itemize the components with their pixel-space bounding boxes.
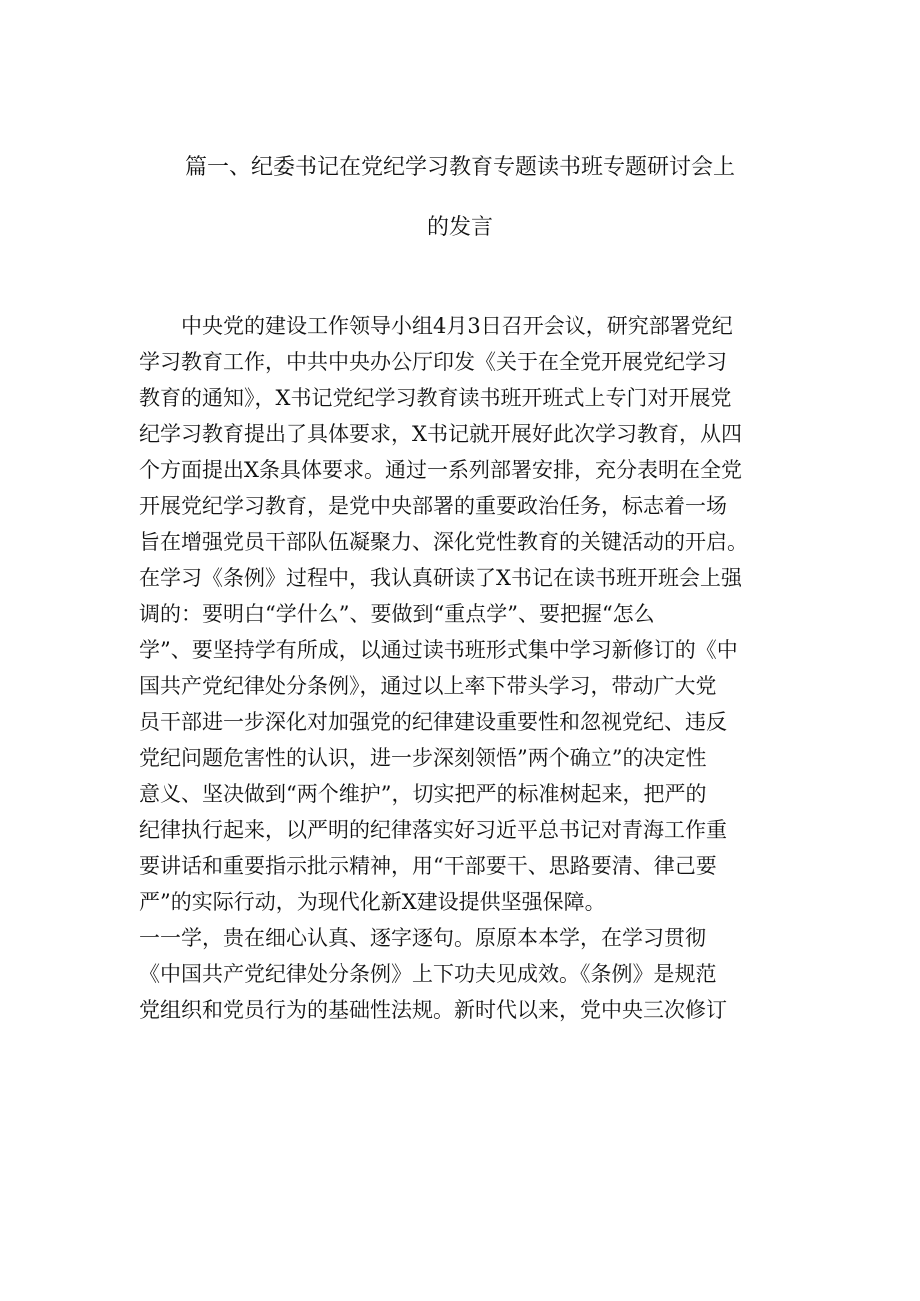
body-line-5: 个方面提出X条具体要求。通过一系列部署安排，充分表明在全党	[139, 458, 742, 482]
body-line-17: 严”的实际行动，为现代化新X建设提供坚强保障。	[139, 890, 606, 914]
body-line-7: 旨在增强党员干部队伍凝聚力、深化党性教育的关键活动的开启。	[139, 530, 748, 554]
document-title-line-1: 篇一、纪委书记在党纪学习教育专题读书班专题研讨会上	[184, 155, 735, 180]
body-line-10: 学”、要坚持学有所成，以通过读书班形式集中学习新修订的《中	[139, 638, 738, 662]
body-line-13: 党纪问题危害性的认识，进一步深刻领悟”两个确立”的决定性	[139, 746, 707, 770]
body-line-3: 教育的通知》，X书记党纪学习教育读书班开班式上专门对开展党	[139, 386, 732, 410]
body-line-8: 在学习《条例》过程中，我认真研读了X书记在读书班开班会上强	[139, 566, 742, 590]
document-body	[139, 308, 789, 1028]
body-line-6: 开展党纪学习教育，是党中央部署的重要政治任务，标志着一场	[139, 494, 727, 518]
body-line-11: 国共产党纪律处分条例》，通过以上率下带头学习，带动广大党	[139, 674, 717, 698]
body-line-1: 中央党的建设工作领导小组4月3日召开会议，研究部署党纪	[181, 314, 733, 338]
body-line-2: 学习教育工作，中共中央办公厅印发《关于在全党开展党纪学习	[139, 350, 727, 374]
body-line-15: 纪律执行起来，以严明的纪律落实好习近平总书记对青海工作重	[139, 818, 727, 842]
body-line-14: 意义、坚决做到“两个维护”，切实把严的标准树起来，把严的	[139, 782, 707, 806]
body-line-9: 调的：要明白“学什么”、要做到“重点学”、要把握“怎么	[139, 602, 655, 626]
body-line-20: 党组织和党员行为的基础性法规。新时代以来，党中央三次修订	[139, 998, 727, 1022]
body-line-19: 《中国共产党纪律处分条例》上下功夫见成效。《条例》是规范	[139, 962, 717, 986]
document-title-line-2: 的发言	[426, 215, 493, 240]
body-line-18: 一一学，贵在细心认真、逐字逐句。原原本本学，在学习贯彻	[139, 926, 706, 950]
body-line-16: 要讲话和重要指示批示精神，用“干部要干、思路要清、律己要	[139, 854, 717, 878]
body-line-12: 员干部进一步深化对加强党的纪律建设重要性和忽视党纪、违反	[139, 710, 727, 734]
body-line-4: 纪学习教育提出了具体要求，X书记就开展好此次学习教育，从四	[139, 422, 742, 446]
